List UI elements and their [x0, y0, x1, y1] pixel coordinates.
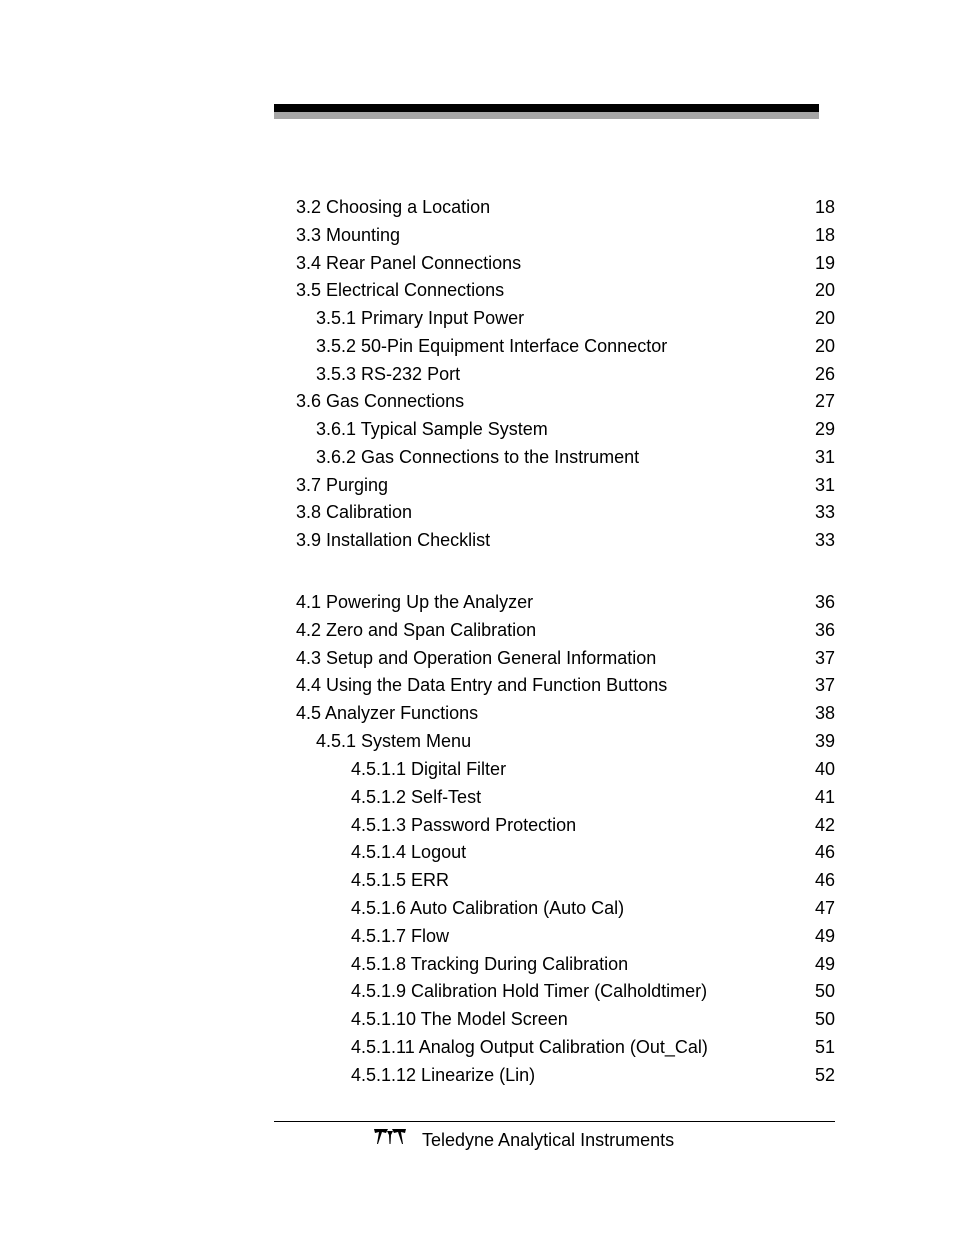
- toc-entry[interactable]: [296, 498, 835, 526]
- teledyne-logo-icon: [372, 1126, 408, 1146]
- toc-entry-page-number: 27: [814, 391, 835, 412]
- toc-entry-page-number: 42: [814, 814, 835, 835]
- toc-entry-page-number: 31: [814, 446, 835, 467]
- toc-entry-label: 4.5.1 System Menu: [316, 731, 472, 752]
- toc-entry-page-number: 38: [814, 703, 835, 724]
- toc-entry-label: 3.7 Purging: [296, 474, 389, 495]
- toc-entry-page-number: 49: [814, 953, 835, 974]
- toc-entry[interactable]: [296, 783, 835, 811]
- toc-entry[interactable]: [296, 755, 835, 783]
- toc-entry-label: 4.5.1.8 Tracking During Calibration: [351, 953, 629, 974]
- toc-entry-label: 4.5.1.9 Calibration Hold Timer (Calholdtimer): [351, 981, 708, 1002]
- toc-entry-page-number: 33: [814, 530, 835, 550]
- toc-entry-label: 4.5.1.10 The Model Screen: [351, 1009, 568, 1030]
- toc-entry-page-number: 18: [814, 197, 835, 217]
- toc-entry-label: 4.4 Using the Data Entry and Function Buttons: [296, 675, 668, 696]
- footer-rule: [274, 1121, 835, 1122]
- toc-entry-label: 4.5.1.6 Auto Calibration (Auto Cal): [351, 898, 625, 919]
- toc-entry-label: 3.5.1 Primary Input Power: [316, 308, 525, 328]
- toc-entry[interactable]: [296, 644, 835, 672]
- toc-entry[interactable]: [296, 699, 835, 727]
- toc-entry[interactable]: [296, 894, 835, 922]
- toc-entry-page-number: 20: [814, 280, 835, 301]
- toc-entry-label: 3.8 Calibration: [296, 502, 413, 523]
- toc-entry[interactable]: [296, 1005, 835, 1033]
- toc-entry-label: 3.3 Mounting: [296, 224, 401, 245]
- toc-entry[interactable]: [296, 415, 835, 443]
- toc-entry[interactable]: [296, 526, 835, 554]
- toc-entry-page-number: 46: [814, 870, 835, 891]
- toc-entry-page-number: 37: [814, 647, 835, 668]
- toc-entry[interactable]: [296, 1061, 835, 1089]
- toc-entry-label: 4.5.1.1 Digital Filter: [351, 758, 507, 779]
- toc-entry-label: 4.5.1.2 Self-Test: [351, 786, 482, 807]
- toc-entry-label: 4.1 Powering Up the Analyzer: [296, 592, 534, 612]
- toc-entry[interactable]: [296, 616, 835, 644]
- toc-entry-page-number: 20: [814, 308, 835, 328]
- toc-entry[interactable]: [296, 838, 835, 866]
- toc-entry-page-number: 52: [814, 1064, 835, 1085]
- toc-entry-label: 4.5.1.7 Flow: [351, 925, 450, 946]
- toc-entry[interactable]: [296, 443, 835, 471]
- toc-entry[interactable]: [296, 588, 835, 616]
- toc-entry-page-number: 46: [814, 842, 835, 863]
- toc-entry-page-number: 40: [814, 758, 835, 779]
- toc-entry-label: 3.5.2 50-Pin Equipment Interface Connector: [316, 335, 668, 356]
- toc-entry-label: 3.5.3 RS-232 Port: [316, 363, 461, 384]
- toc-entry[interactable]: [296, 471, 835, 499]
- toc-entry-page-number: 33: [814, 502, 835, 523]
- toc-entry-page-number: 36: [814, 619, 835, 640]
- toc-entry[interactable]: [296, 727, 835, 755]
- toc-entry-page-number: 31: [814, 474, 835, 495]
- toc-entry-label: 3.9 Installation Checklist: [296, 530, 491, 550]
- toc-entry-label: 4.5.1.3 Password Protection: [351, 814, 577, 835]
- toc-entry-label: 4.5.1.5 ERR: [351, 870, 450, 891]
- toc-entry-page-number: 29: [814, 419, 835, 439]
- toc-entry[interactable]: [296, 193, 835, 221]
- toc-entry-page-number: 20: [814, 335, 835, 356]
- toc-entry[interactable]: [296, 360, 835, 388]
- toc-entry-label: 4.5.1.11 Analog Output Calibration (Out_Cal): [351, 1037, 708, 1058]
- toc-entry[interactable]: [296, 811, 835, 839]
- toc-entry[interactable]: [296, 1033, 835, 1061]
- toc-entry[interactable]: [296, 332, 835, 360]
- toc-entry[interactable]: [296, 977, 835, 1005]
- toc-entry-page-number: 37: [814, 675, 835, 696]
- toc-entry[interactable]: [296, 950, 835, 978]
- toc-entry[interactable]: [296, 671, 835, 699]
- toc-entry[interactable]: [296, 276, 835, 304]
- toc-entry-page-number: 50: [814, 1009, 835, 1030]
- toc-entry-page-number: 49: [814, 925, 835, 946]
- toc-entry-page-number: 51: [814, 1037, 835, 1058]
- toc-entry-label: 4.3 Setup and Operation General Information: [296, 647, 657, 668]
- toc-entry-page-number: 26: [814, 363, 835, 384]
- toc-entry[interactable]: [296, 249, 835, 277]
- toc-entry-label: 3.6.1 Typical Sample System: [316, 419, 548, 439]
- toc-entry[interactable]: [296, 922, 835, 950]
- toc-entry-label: 4.2 Zero and Span Calibration: [296, 619, 537, 640]
- toc-entry[interactable]: [296, 387, 835, 415]
- toc-entry-label: 4.5.1.4 Logout: [351, 842, 467, 863]
- toc-entry-label: 4.5.1.12 Linearize (Lin): [351, 1064, 536, 1085]
- toc-entry-page-number: 19: [814, 252, 835, 273]
- toc-entry[interactable]: [296, 221, 835, 249]
- toc-entry-label: 3.2 Choosing a Location: [296, 197, 491, 217]
- toc-entry-label: 3.6.2 Gas Connections to the Instrument: [316, 446, 640, 467]
- toc-entry-label: 3.6 Gas Connections: [296, 391, 465, 412]
- toc-entry[interactable]: [296, 866, 835, 894]
- toc-entry-label: 3.5 Electrical Connections: [296, 280, 505, 301]
- toc-entry-page-number: 39: [814, 731, 835, 752]
- toc-entry-page-number: 18: [814, 224, 835, 245]
- toc-entry[interactable]: [296, 304, 835, 332]
- toc-entry-page-number: 36: [814, 592, 835, 612]
- footer-company-name: Teledyne Analytical Instruments: [422, 1130, 675, 1150]
- toc-entry-label: 3.4 Rear Panel Connections: [296, 252, 522, 273]
- toc-entry-page-number: 41: [814, 786, 835, 807]
- toc-entry-page-number: 50: [814, 981, 835, 1002]
- toc-entry-label: 4.5 Analyzer Functions: [296, 703, 479, 724]
- toc-entry-page-number: 47: [814, 898, 835, 919]
